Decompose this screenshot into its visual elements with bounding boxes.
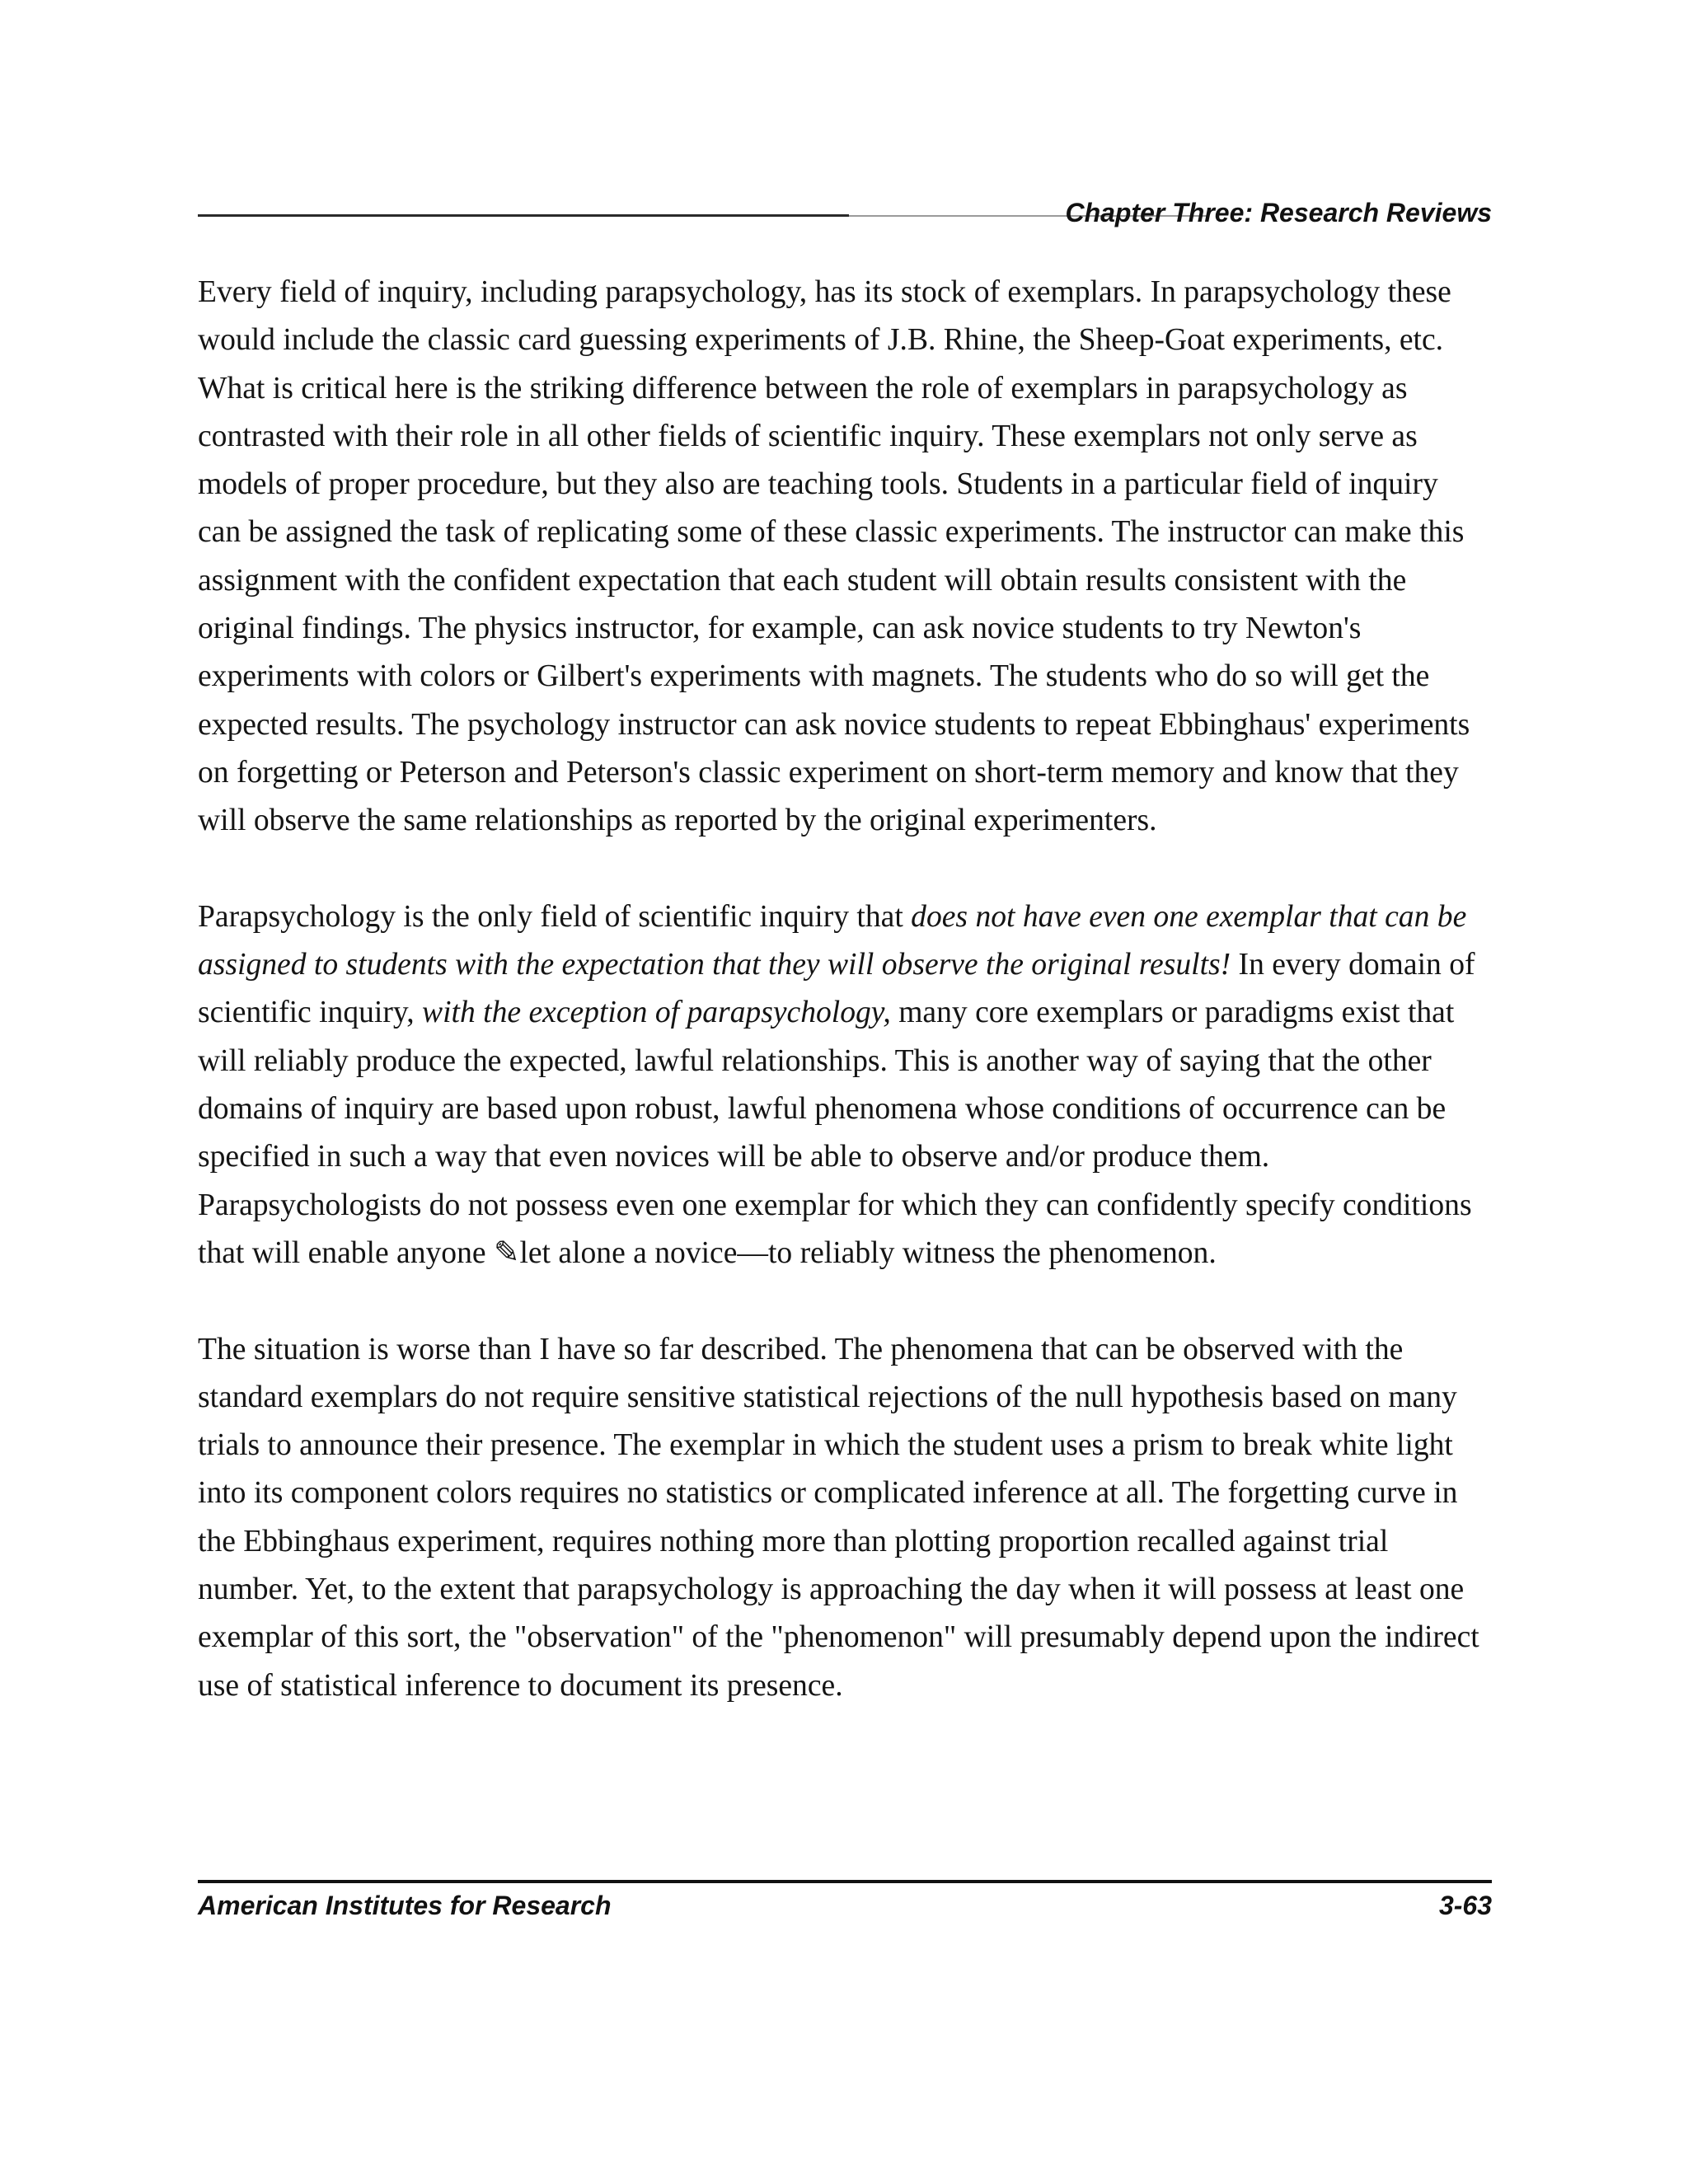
paragraph-2-text-b: In every domain of scientific inquiry, (198, 948, 1475, 1030)
paragraph-2 (198, 893, 1488, 1277)
page-footer (198, 1880, 1492, 1929)
paragraph-2-emphasis-a: does not have even one exemplar that can be assigned to students with the expectation that they will observe the original results! (198, 899, 1467, 982)
page-header (198, 196, 1492, 229)
paragraph-3: The situation is worse than I have so far described. The phenomena that can be observed with the standard exemplars do not require sensitive statistical rejections of the null hypothesis based on many trials to announce their presence. The exemplar in which the student uses a prism to break white light into its component colors requires no statistics or complicated inference at all. The forgetting curve in the Ebbinghaus experiment, requires nothing more than plotting proportion recalled against trial number. Yet, to the extent that parapsychology is approaching the day when it will possess at least one exemplar of this sort, the "observation" of the "phenomenon" will presumably depend upon the indirect use of statistical inference to document its presence. (198, 1332, 1479, 1703)
chapter-title: Chapter Three: Research Reviews (1065, 198, 1492, 227)
page-number: 3-63 (1438, 1891, 1492, 1920)
paragraph-2-text-c: many core exemplars or paradigms exist that will reliably produce the expected, lawful relationships. This is another way of saying that the other domains of inquiry are based upon robust, lawful phenomena whose conditions of occurrence can be specified in such a way that even novices will be able to observe and/or produce them. Parapsychologists do not possess even one exemplar for which they can confidently specify conditions that will enable anyone ✎let alone a novice—to reliably witness the phenomenon. (198, 996, 1472, 1270)
body-text (198, 269, 1488, 1710)
header-rule (198, 214, 849, 217)
paragraph-2-emphasis-b: with the exception of parapsychology, (422, 996, 891, 1030)
footer-organization: American Institutes for Research (198, 1891, 612, 1920)
paragraph-1: Every field of inquiry, including parapsychology, has its stock of exemplars. In parapsychology these would include the classic card guessing experiments of J.B. Rhine, the Sheep-Goat experiments, etc. What is critical here is the striking difference between the role of exemplars in parapsychology as contrasted with their role in all other fields of scientific inquiry. These exemplars not only serve as models of proper procedure, but they also are teaching tools. Students in a particular field of inquiry can be assigned the task of replicating some of these classic experiments. The instructor can make this assignment with the confident expectation that each student will obtain results consistent with the original findings. The physics instructor, for example, can ask novice students to try Newton's experiments with colors or Gilbert's experiments with magnets. The students who do so will get the expected results. The psychology instructor can ask novice students to repeat Ebbinghaus' experiments on forgetting or Peterson and Peterson's classic experiment on short-term memory and know that they will observe the same relationships as reported by the original experimenters. (198, 275, 1470, 838)
paragraph-2-text-a: Parapsychology is the only field of scientific inquiry that (198, 899, 912, 934)
footer-rule (198, 1880, 1492, 1883)
